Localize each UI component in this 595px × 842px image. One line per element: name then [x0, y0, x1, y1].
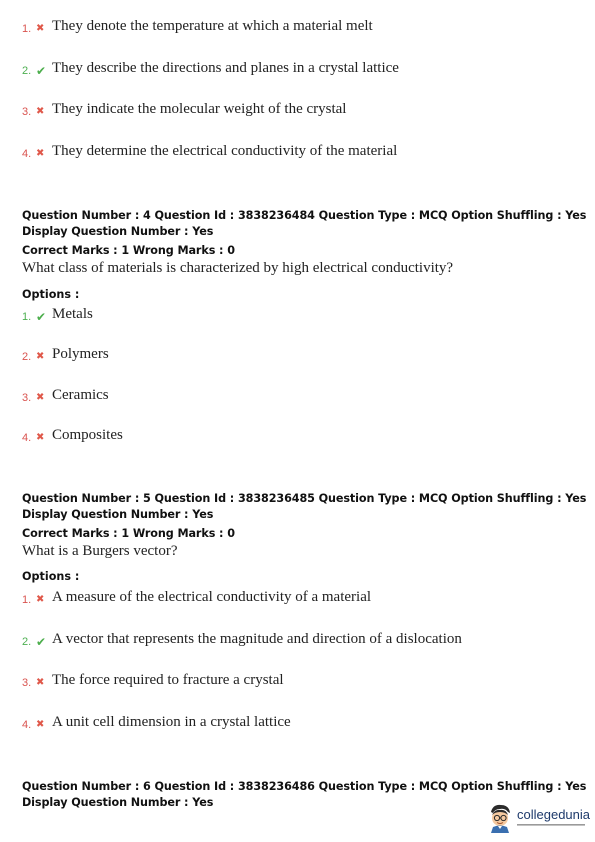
wrong-mark-icon: ✖ — [36, 677, 45, 688]
wrong-mark-icon: ✖ — [36, 719, 45, 730]
option-text: A measure of the electrical conductivity of a material — [52, 589, 372, 605]
option-number: 2. — [22, 351, 32, 363]
q3-option-1 — [22, 15, 373, 35]
option-number: 2. — [22, 65, 32, 77]
option-number: 3. — [22, 106, 32, 118]
q5-marks: Correct Marks : 1 Wrong Marks : 0 — [22, 527, 235, 540]
wrong-mark-icon: ✖ — [36, 148, 45, 159]
q5-option-1 — [22, 586, 371, 606]
q6-meta-line-1: Question Number : 6 Question Id : 3838236486 Question Type : MCQ Option Shuffling : Yes — [22, 780, 587, 793]
option-text: Composites — [52, 427, 123, 443]
option-number: 3. — [22, 392, 32, 404]
q3-option-2 — [22, 57, 399, 77]
wrong-mark-icon: ✖ — [36, 432, 45, 443]
option-text: A vector that represents the magnitude and direction of a dislocation — [52, 631, 462, 647]
option-number: 1. — [22, 23, 32, 35]
correct-check-icon: ✔ — [36, 310, 47, 324]
option-text: They describe the directions and planes in a crystal lattice — [52, 60, 399, 76]
option-text: They indicate the molecular weight of the crystal — [52, 101, 347, 117]
q3-option-4 — [22, 140, 397, 160]
q4-question-text: What class of materials is characterized by high electrical conductivity? — [22, 260, 454, 276]
option-text: Polymers — [52, 346, 109, 362]
q5-meta-line-1: Question Number : 5 Question Id : 3838236485 Question Type : MCQ Option Shuffling : Yes — [22, 492, 587, 505]
q4-option-1 — [22, 303, 93, 323]
option-text: They determine the electrical conductivity of the material — [52, 143, 398, 159]
q5-question-text: What is a Burgers vector? — [22, 543, 178, 559]
wrong-mark-icon: ✖ — [36, 594, 45, 605]
option-text: Ceramics — [52, 387, 109, 403]
q4-option-2 — [22, 343, 109, 363]
option-number: 4. — [22, 432, 32, 444]
option-number: 4. — [22, 148, 32, 160]
option-text: The force required to fracture a crystal — [52, 672, 284, 688]
option-number: 1. — [22, 311, 32, 323]
q5-options-label: Options : — [22, 570, 80, 583]
q4-meta-line-1: Question Number : 4 Question Id : 3838236484 Question Type : MCQ Option Shuffling : Yes — [22, 209, 587, 222]
student-face-icon — [487, 803, 513, 833]
q3-option-3 — [22, 98, 346, 118]
q4-option-3 — [22, 384, 109, 404]
option-text: A unit cell dimension in a crystal lattice — [52, 714, 291, 730]
q4-options-label: Options : — [22, 288, 80, 301]
q5-option-2 — [22, 628, 462, 648]
option-text: They denote the temperature at which a material melt — [52, 18, 373, 34]
q6-meta-line-2: Display Question Number : Yes — [22, 796, 214, 809]
option-number: 4. — [22, 719, 32, 731]
correct-check-icon: ✔ — [36, 635, 47, 649]
wrong-mark-icon: ✖ — [36, 351, 45, 362]
option-text: Metals — [52, 306, 93, 322]
correct-check-icon: ✔ — [36, 64, 47, 78]
q5-option-4 — [22, 711, 291, 731]
wrong-mark-icon: ✖ — [36, 106, 45, 117]
q5-meta-line-2: Display Question Number : Yes — [22, 508, 214, 521]
logo-wordmark: collegedunia — [517, 807, 591, 822]
q5-option-3 — [22, 669, 284, 689]
logo-tagline-graphic — [517, 822, 589, 828]
q4-marks: Correct Marks : 1 Wrong Marks : 0 — [22, 244, 235, 257]
wrong-mark-icon: ✖ — [36, 23, 45, 34]
collegedunia-logo — [487, 800, 592, 836]
option-number: 2. — [22, 636, 32, 648]
option-number: 1. — [22, 594, 32, 606]
wrong-mark-icon: ✖ — [36, 392, 45, 403]
q4-meta-line-2: Display Question Number : Yes — [22, 225, 214, 238]
option-number: 3. — [22, 677, 32, 689]
q4-option-4 — [22, 424, 123, 444]
